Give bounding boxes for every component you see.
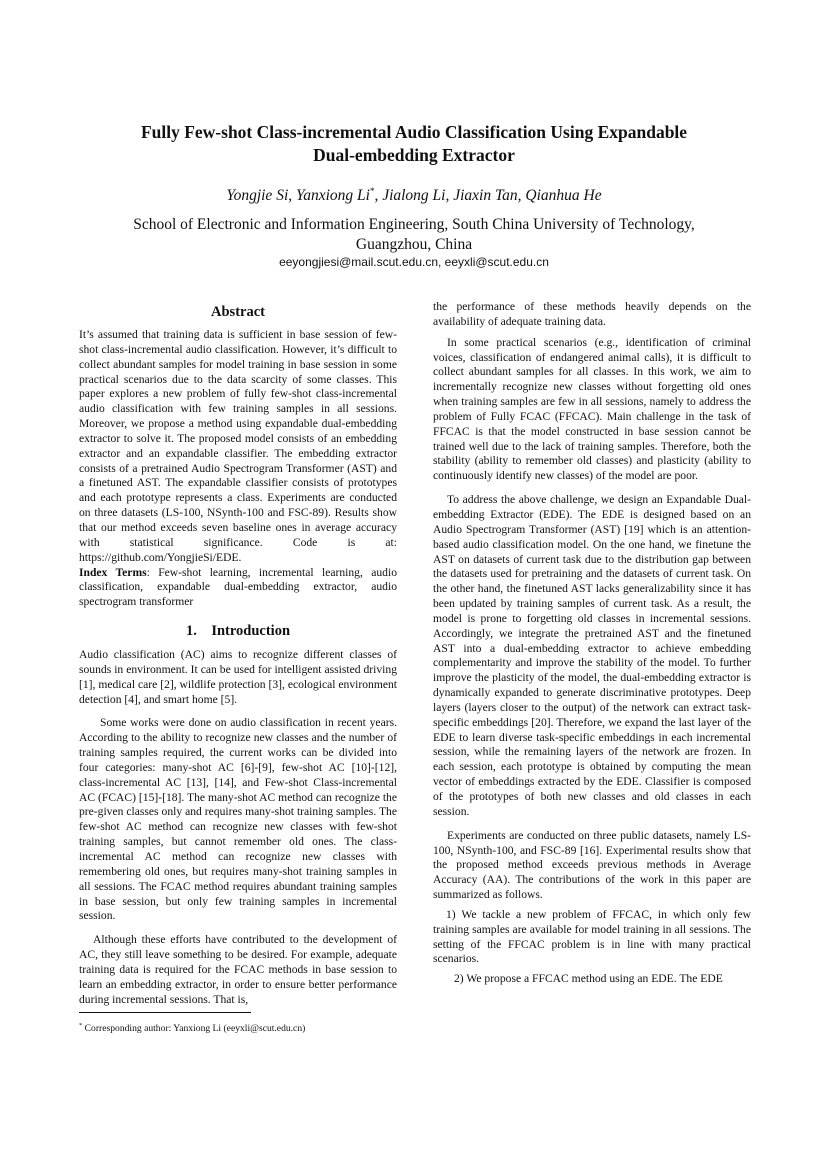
contribution-item-2: 2) We propose a FFCAC method using an EDE. The EDE xyxy=(454,972,723,986)
index-terms-text: : Few-shot learning, incremental learning, audio classification, expandable dual-embedding extractor, audio spectrogram transformer xyxy=(79,565,397,609)
affiliation xyxy=(60,215,768,255)
authors-first: Yongjie Si, Yanxiong Li xyxy=(226,187,370,205)
author-list xyxy=(60,181,768,206)
affiliation-line-1: School of Electronic and Information Engineering, South China University of Technology, xyxy=(133,216,695,233)
footnote-mark: * xyxy=(79,1022,83,1029)
index-terms-label: Index Terms xyxy=(79,565,147,579)
title-line-1: Fully Few-shot Class-incremental Audio Classification Using Expandable xyxy=(140,122,688,142)
author-emails: eeyongjiesi@mail.scut.edu.cn, eeyxli@scut.edu.cn xyxy=(279,255,549,269)
intro-paragraph-4: In some practical scenarios (e.g., identification of criminal voices, classification of endangered animal calls), it is difficult to collect abundant samples for all classes. In this work, we aim to incrementally recognize new classes without forgetting old ones when training samples are few in all sessions, namely to address the problem of Fully FCAC (FFCAC). Main challenge in the task of FFCAC is that the model constructed in base session cannot be trained well due to the lack of training samples. Therefore, both the stability (ability to remember old classes) and plasticity (ability to continuously identify new classes) of the model are poor. xyxy=(433,335,751,483)
introduction-heading: 1. Introduction xyxy=(185,623,291,640)
intro-paragraph-3: Although these efforts have contributed to the development of AC, they still leave something to be desired. For example, adequate training data is required for the FCAC methods in base session to learn an embedding extractor, in order to ensure better performance during incremental sessions. That is, xyxy=(79,933,397,1006)
footnote-separator xyxy=(79,1012,251,1013)
intro-paragraph-2: Some works were done on audio classification in recent years. According to the ability to recognize new classes and the number of training samples required, the current works can be divided into four categories: many-shot AC [6]-[9], few-shot AC [10]-[12], class-incremental AC [13], [14], and Few-shot Class-incremental AC (FCAC) [15]-[18]. The many-shot AC method can recognize the pre-given classes only and requires many-shot training samples. The few-shot AC method can recognize new classes with few-shot training samples, but cannot remember old ones. The class-incremental AC method can recognize new classes with remembering old ones, but requires many-shot training samples in all sessions. The FCAC method requires abundant training samples in base session, but only few training samples in incremental session. xyxy=(79,716,397,923)
intro-paragraph-5: To address the above challenge, we design an Expandable Dual-embedding Extractor (EDE). The EDE is designed based on an Audio Spectrogram Transformer (AST) [19] which is an attention-based audio classification model. On the one hand, we finetune the AST on datasets of current task due to the distribution gap between the datasets used for pretraining and the datasets of current task. On the other hand, the finetuned AST lacks generalizability since it has been updated by training samples of current task. As a result, the model is prone to forgetting old classes in incremental sessions. Accordingly, we integrate the pretrained AST and the finetuned AST into a dual-embedding extractor to achieve embedding complementarity and improve the stability of the model. To further improve the plasticity of the model, the dual-embedding extractor is dynamically expanded to generate discriminative prototypes. Deep layers (layers closer to the output) of the network can extract task-specific embeddings [20]. Therefore, we expand the last layer of the EDE to learn diverse task-specific embeddings in each incremental session, while the remaining layers of the network are frozen. In each session, each prototype is obtained by computing the mean vector of embeddings extracted by the EDE. Classifier is composed of the prototypes of both new classes and old classes in each session. xyxy=(433,493,751,818)
authors-rest: , Jialong Li, Jiaxin Tan, Qianhua He xyxy=(374,187,602,205)
abstract-text: It’s assumed that training data is sufficient in base session of few-shot class-incremental audio classification. However, it’s difficult to collect abundant samples for model training in base session in some practical scenarios due to the data scarcity of some classes. This paper explores a new problem of fully few-shot class-incremental audio classification with few training samples in all sessions. Moreover, we propose a method using expandable dual-embedding extractor to solve it. The proposed model consists of an embedding extractor and an expandable classifier. The embedding extractor consists of a pretrained Audio Spectrogram Transformer (AST) and a finetuned AST. The expandable classifier consists of prototypes and each prototype represents a class. Experiments are conducted on three datasets (LS-100, NSynth-100 and FSC-89). Results show that our method exceeds seven baseline ones in average accuracy with statistical significance. Code is at: https://github.com/YongjieSi/EDE. xyxy=(79,328,397,564)
affiliation-line-2: Guangzhou, China xyxy=(355,236,473,253)
right-column xyxy=(433,300,751,987)
abstract-heading: Abstract xyxy=(211,304,265,320)
intro-paragraph-3-continued: the performance of these methods heavily depends on the availability of adequate training data. xyxy=(433,300,751,328)
intro-paragraph-1: Audio classification (AC) aims to recognize different classes of sounds in environment. It can be used for intelligent assisted driving [1], medical care [2], wildlife protection [3], ecological environment detection [4], and smart home [5]. xyxy=(79,648,397,706)
footnote xyxy=(79,1020,419,1035)
intro-paragraph-6: Experiments are conducted on three public datasets, namely LS-100, NSynth-100, and FSC-89 [16]. Experimental results show that the proposed method exceeds previous methods in Average Accuracy (AA). The contributions of the work in this paper are summarized as follows. xyxy=(433,828,751,902)
left-column xyxy=(79,300,397,1007)
contribution-item-1: 1) We tackle a new problem of FFCAC, in which only few training samples are available for model training in all sessions. The setting of the FFCAC problem is in line with many practical scenarios. xyxy=(433,907,751,966)
footnote-text: Corresponding author: Yanxiong Li (eeyxli@scut.edu.cn) xyxy=(82,1023,306,1035)
title-line-2: Dual-embedding Extractor xyxy=(313,145,515,165)
paper-title xyxy=(60,121,768,167)
corresponding-author-mark: * xyxy=(369,186,375,196)
index-terms xyxy=(79,566,397,611)
